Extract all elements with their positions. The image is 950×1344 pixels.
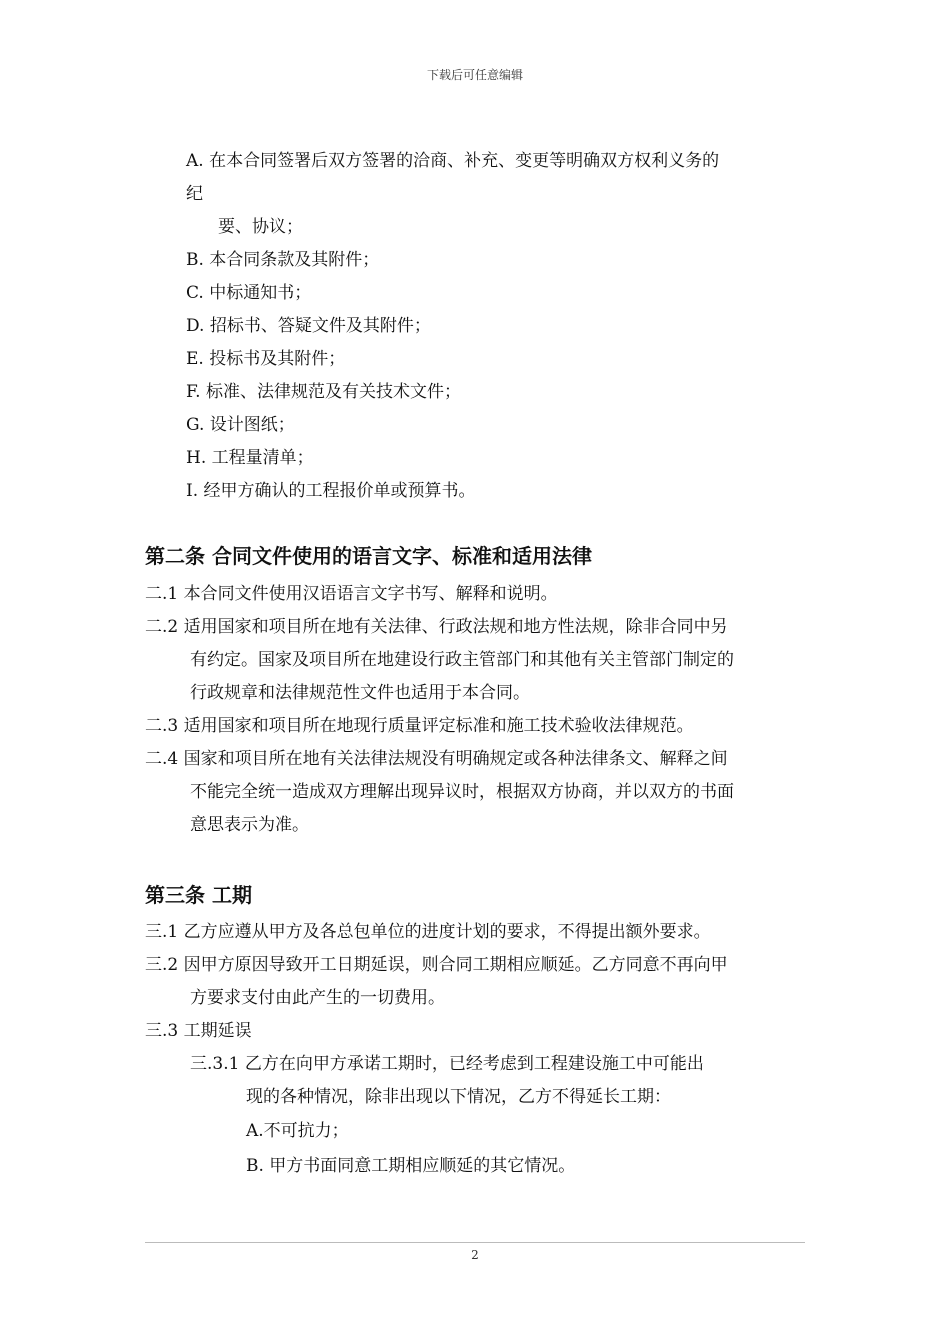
list-item: 纪: [186, 184, 203, 204]
clause-line: 方要求支付由此产生的一切费用。: [190, 988, 445, 1008]
clause-line: 有约定。国家及项目所在地建设行政主管部门和其他有关主管部门制定的: [190, 650, 734, 670]
clause-line: 现的各种情况，除非出现以下情况，乙方不得延长工期：: [246, 1087, 671, 1107]
list-item: A. 在本合同签署后双方签署的洽商、补充、变更等明确双方权利义务的: [186, 151, 720, 171]
footer-divider: [145, 1242, 805, 1243]
list-item: E. 投标书及其附件；: [186, 349, 346, 369]
clause-line: 三.3.1 乙方在向甲方承诺工期时，已经考虑到工程建设施工中可能出: [190, 1054, 704, 1074]
clause-line: 不能完全统一造成双方理解出现异议时，根据双方协商，并以双方的书面: [190, 782, 734, 802]
list-item: D. 招标书、答疑文件及其附件；: [186, 316, 431, 336]
page-header-note: 下载后可任意编辑: [426, 68, 523, 82]
clause-line: A.不可抗力；: [246, 1121, 349, 1141]
list-item: H. 工程量清单；: [186, 448, 314, 468]
clause-line: 三.1 乙方应遵从甲方及各总包单位的进度计划的要求，不得提出额外要求。: [145, 922, 711, 942]
clause-line: 行政规章和法律规范性文件也适用于本合同。: [190, 683, 530, 703]
clause-line: 二.4 国家和项目所在地有关法律法规没有明确规定或各种法律条文、解释之间: [145, 749, 728, 769]
clause-line: 三.2 因甲方原因导致开工日期延误，则合同工期相应顺延。乙方同意不再向甲: [145, 955, 728, 975]
list-item: B. 本合同条款及其附件；: [186, 250, 380, 270]
list-item: C. 中标通知书；: [186, 283, 312, 303]
section-heading-3: 第三条 工期: [145, 883, 252, 907]
list-item: G. 设计图纸；: [186, 415, 295, 435]
clause-line: 二.2 适用国家和项目所在地有关法律、行政法规和地方性法规，除非合同中另: [145, 617, 728, 637]
list-item: I. 经甲方确认的工程报价单或预算书。: [186, 481, 476, 501]
clause-line: 二.1 本合同文件使用汉语语言文字书写、解释和说明。: [145, 584, 558, 604]
list-item: 要、协议；: [218, 217, 303, 237]
list-item: F. 标准、法律规范及有关技术文件；: [186, 382, 461, 402]
clause-line: 三.3 工期延误: [145, 1021, 252, 1041]
page-number: 2: [471, 1248, 479, 1262]
clause-line: 二.3 适用国家和项目所在地现行质量评定标准和施工技术验收法律规范。: [145, 716, 694, 736]
section-heading-2: 第二条 合同文件使用的语言文字、标准和适用法律: [145, 544, 592, 568]
clause-line: 意思表示为准。: [190, 815, 309, 835]
clause-line: B. 甲方书面同意工期相应顺延的其它情况。: [246, 1156, 576, 1176]
